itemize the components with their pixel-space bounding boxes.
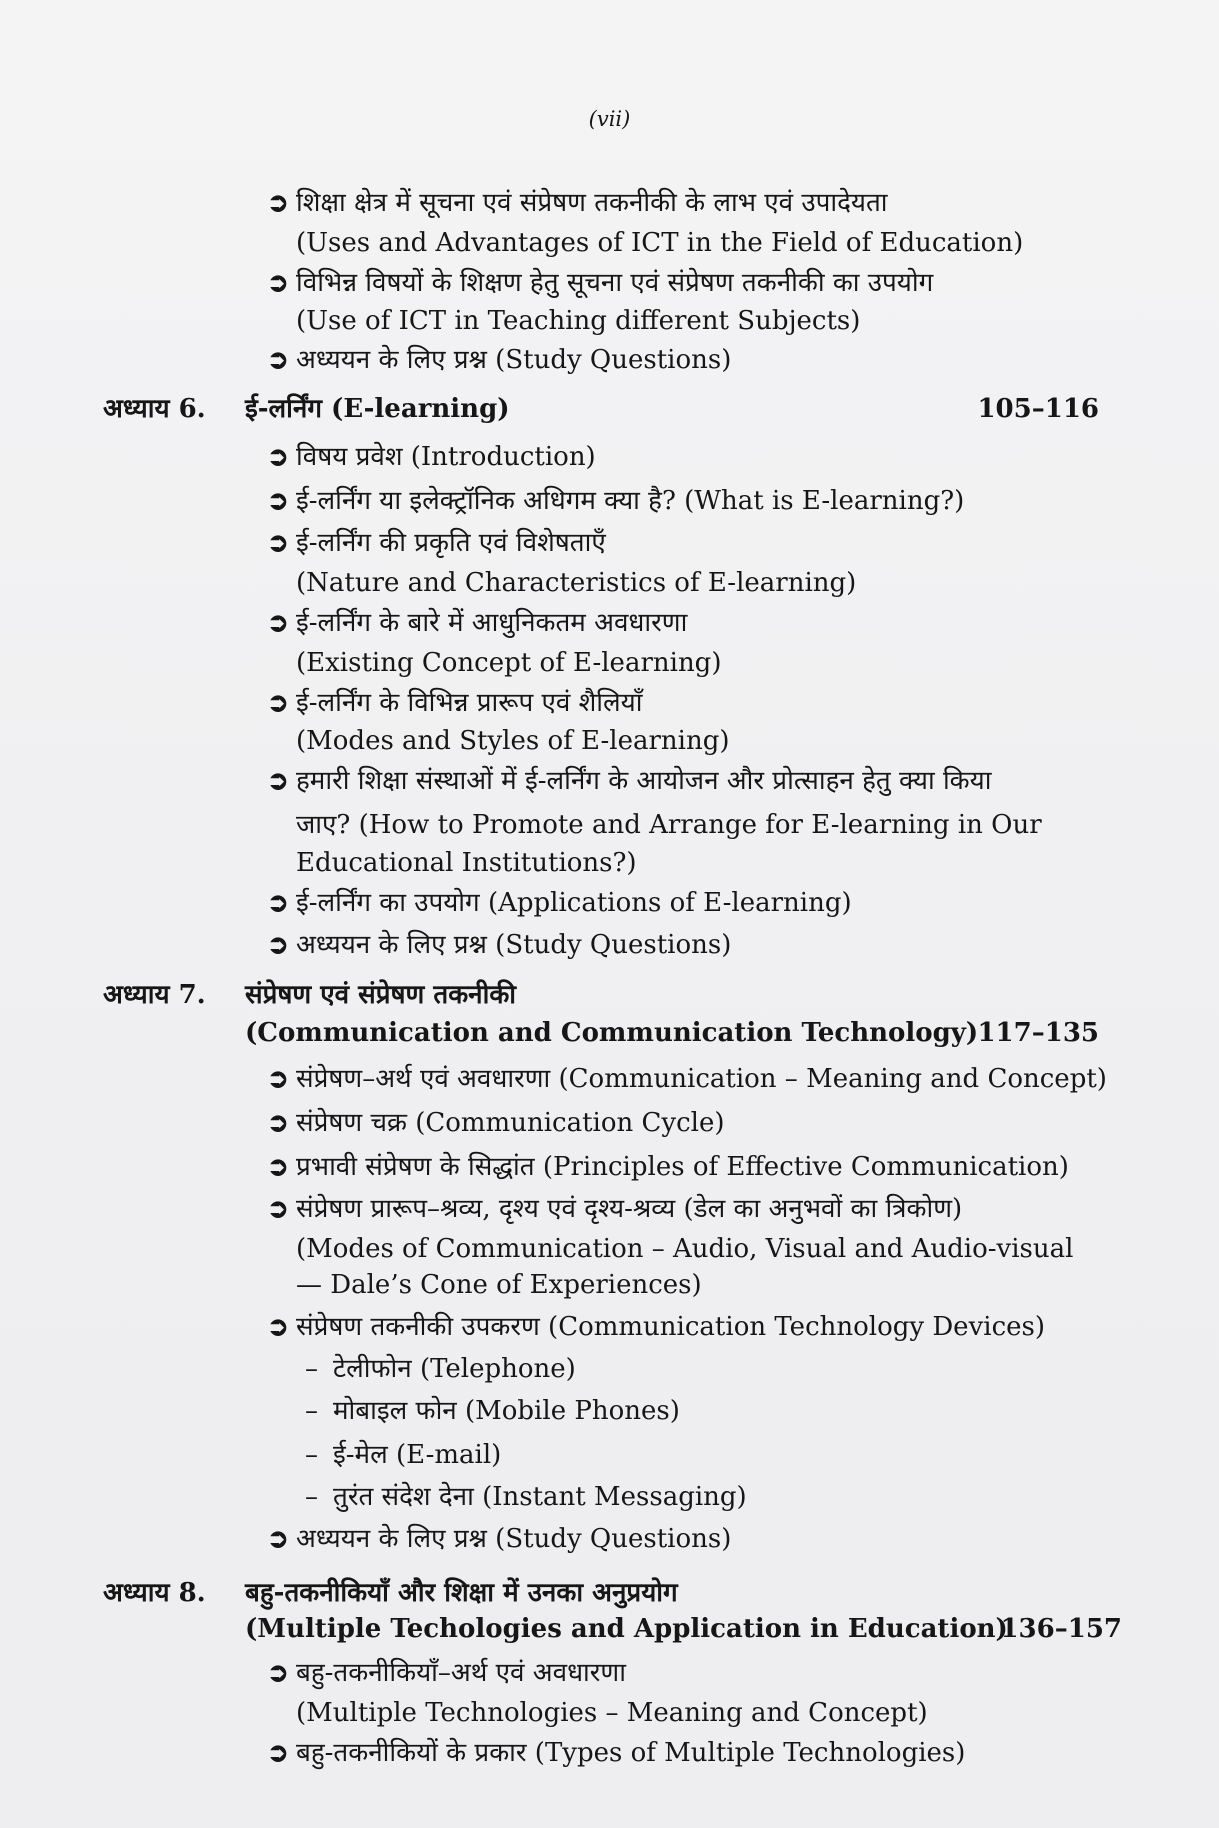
chapter-pages: 136–157 [1000, 1614, 1122, 1644]
toc-entry-cont: जाए? (How to Promote and Arrange for E-learning in Our [296, 810, 1042, 840]
toc-subentry: टेलीफोन (Telephone) [333, 1354, 576, 1384]
chapter-pages: 105–116 [977, 394, 1099, 424]
toc-entry: विषय प्रवेश (Introduction) [296, 442, 596, 472]
toc-entry: संप्रेषण चक्र (Communication Cycle) [296, 1108, 725, 1138]
bullet-icon: ➲ [267, 1108, 289, 1138]
toc-entry: प्रभावी संप्रेषण के सिद्धांत (Principles of Effective Communication) [296, 1152, 1069, 1182]
toc-entry: बहु-तकनीकियों के प्रकार (Types of Multiple Technologies) [296, 1738, 966, 1768]
toc-entry-en: (Uses and Advantages of ICT in the Field of Education) [296, 228, 1024, 258]
bullet-icon: ➲ [267, 528, 289, 558]
bullet-icon: ➲ [267, 1152, 289, 1182]
bullet-icon: ➲ [267, 268, 289, 298]
toc-entry-en: — Dale’s Cone of Experiences) [296, 1270, 702, 1300]
dash-marker: – [305, 1482, 318, 1512]
toc-entry: ई-लर्निंग के विभिन्न प्रारूप एवं शैलियाँ [296, 688, 643, 718]
toc-subentry: मोबाइल फोन (Mobile Phones) [333, 1396, 680, 1426]
toc-entry: ई-लर्निंग या इलेक्ट्रॉनिक अधिगम क्या है? (What is E-learning?) [296, 486, 965, 516]
toc-entry-en: (Nature and Characteristics of E-learning) [296, 568, 857, 598]
bullet-icon: ➲ [267, 1312, 289, 1342]
dash-marker: – [305, 1354, 318, 1384]
toc-entry-en: (Multiple Technologies – Meaning and Concept) [296, 1698, 928, 1728]
toc-subentry: तुरंत संदेश देना (Instant Messaging) [333, 1482, 747, 1512]
bullet-icon: ➲ [267, 888, 289, 918]
toc-entry-en: (Modes of Communication – Audio, Visual and Audio-visual [296, 1234, 1074, 1264]
chapter-label: अध्याय 6. [103, 394, 206, 424]
dash-marker: – [305, 1440, 318, 1470]
chapter-label: अध्याय 8. [103, 1578, 206, 1608]
toc-entry-en: (Existing Concept of E-learning) [296, 648, 722, 678]
chapter-title-en: (Multiple Techologies and Application in Education) [245, 1614, 1008, 1644]
bullet-icon: ➲ [267, 1064, 289, 1094]
toc-entry: संप्रेषण तकनीकी उपकरण (Communication Technology Devices) [296, 1312, 1046, 1342]
toc-subentry: ई-मेल (E-mail) [333, 1440, 502, 1470]
bullet-icon: ➲ [267, 1658, 289, 1688]
toc-entry: हमारी शिक्षा संस्थाओं में ई-लर्निंग के आयोजन और प्रोत्साहन हेतु क्या किया [296, 766, 992, 796]
page-number: (vii) [588, 107, 631, 131]
bullet-icon: ➲ [267, 766, 289, 796]
bullet-icon: ➲ [267, 688, 289, 718]
toc-entry: ई-लर्निंग का उपयोग (Applications of E-learning) [296, 888, 852, 918]
toc-entry: संप्रेषण–अर्थ एवं अवधारणा (Communication – Meaning and Concept) [296, 1064, 1107, 1094]
chapter-title: ई-लर्निंग (E-learning) [245, 394, 510, 424]
bullet-icon: ➲ [267, 1738, 289, 1768]
chapter-title: संप्रेषण एवं संप्रेषण तकनीकी [245, 980, 517, 1010]
toc-entry: अध्ययन के लिए प्रश्न (Study Questions) [296, 345, 732, 375]
toc-entry: ई-लर्निंग के बारे में आधुनिकतम अवधारणा [296, 608, 688, 638]
bullet-icon: ➲ [267, 930, 289, 960]
chapter-title-en: (Communication and Communication Technology) [245, 1018, 979, 1048]
bullet-icon: ➲ [267, 1194, 289, 1224]
bullet-icon: ➲ [267, 442, 289, 472]
toc-entry: अध्ययन के लिए प्रश्न (Study Questions) [296, 930, 732, 960]
chapter-title: बहु-तकनीकियाँ और शिक्षा में उनका अनुप्रयोग [245, 1578, 678, 1608]
bullet-icon: ➲ [267, 188, 289, 218]
toc-entry: विभिन्न विषयों के शिक्षण हेतु सूचना एवं संप्रेषण तकनीकी का उपयोग [296, 268, 934, 298]
chapter-label: अध्याय 7. [103, 980, 206, 1010]
bullet-icon: ➲ [267, 345, 289, 375]
toc-entry-cont: Educational Institutions?) [296, 848, 637, 878]
chapter-pages: 117–135 [977, 1018, 1099, 1048]
toc-entry: संप्रेषण प्रारूप–श्रव्य, दृश्य एवं दृश्य-श्रव्य (डेल का अनुभवों का त्रिकोण) [296, 1194, 963, 1224]
toc-entry-en: (Use of ICT in Teaching different Subjects) [296, 306, 861, 336]
toc-entry: ई-लर्निंग की प्रकृति एवं विशेषताएँ [296, 528, 606, 558]
toc-entry: अध्ययन के लिए प्रश्न (Study Questions) [296, 1524, 732, 1554]
toc-entry: बहु-तकनीकियाँ–अर्थ एवं अवधारणा [296, 1658, 626, 1688]
toc-entry: शिक्षा क्षेत्र में सूचना एवं संप्रेषण तकनीकी के लाभ एवं उपादेयता [296, 188, 888, 218]
dash-marker: – [305, 1396, 318, 1426]
bullet-icon: ➲ [267, 608, 289, 638]
bullet-icon: ➲ [267, 486, 289, 516]
toc-entry-en: (Modes and Styles of E-learning) [296, 726, 730, 756]
bullet-icon: ➲ [267, 1524, 289, 1554]
